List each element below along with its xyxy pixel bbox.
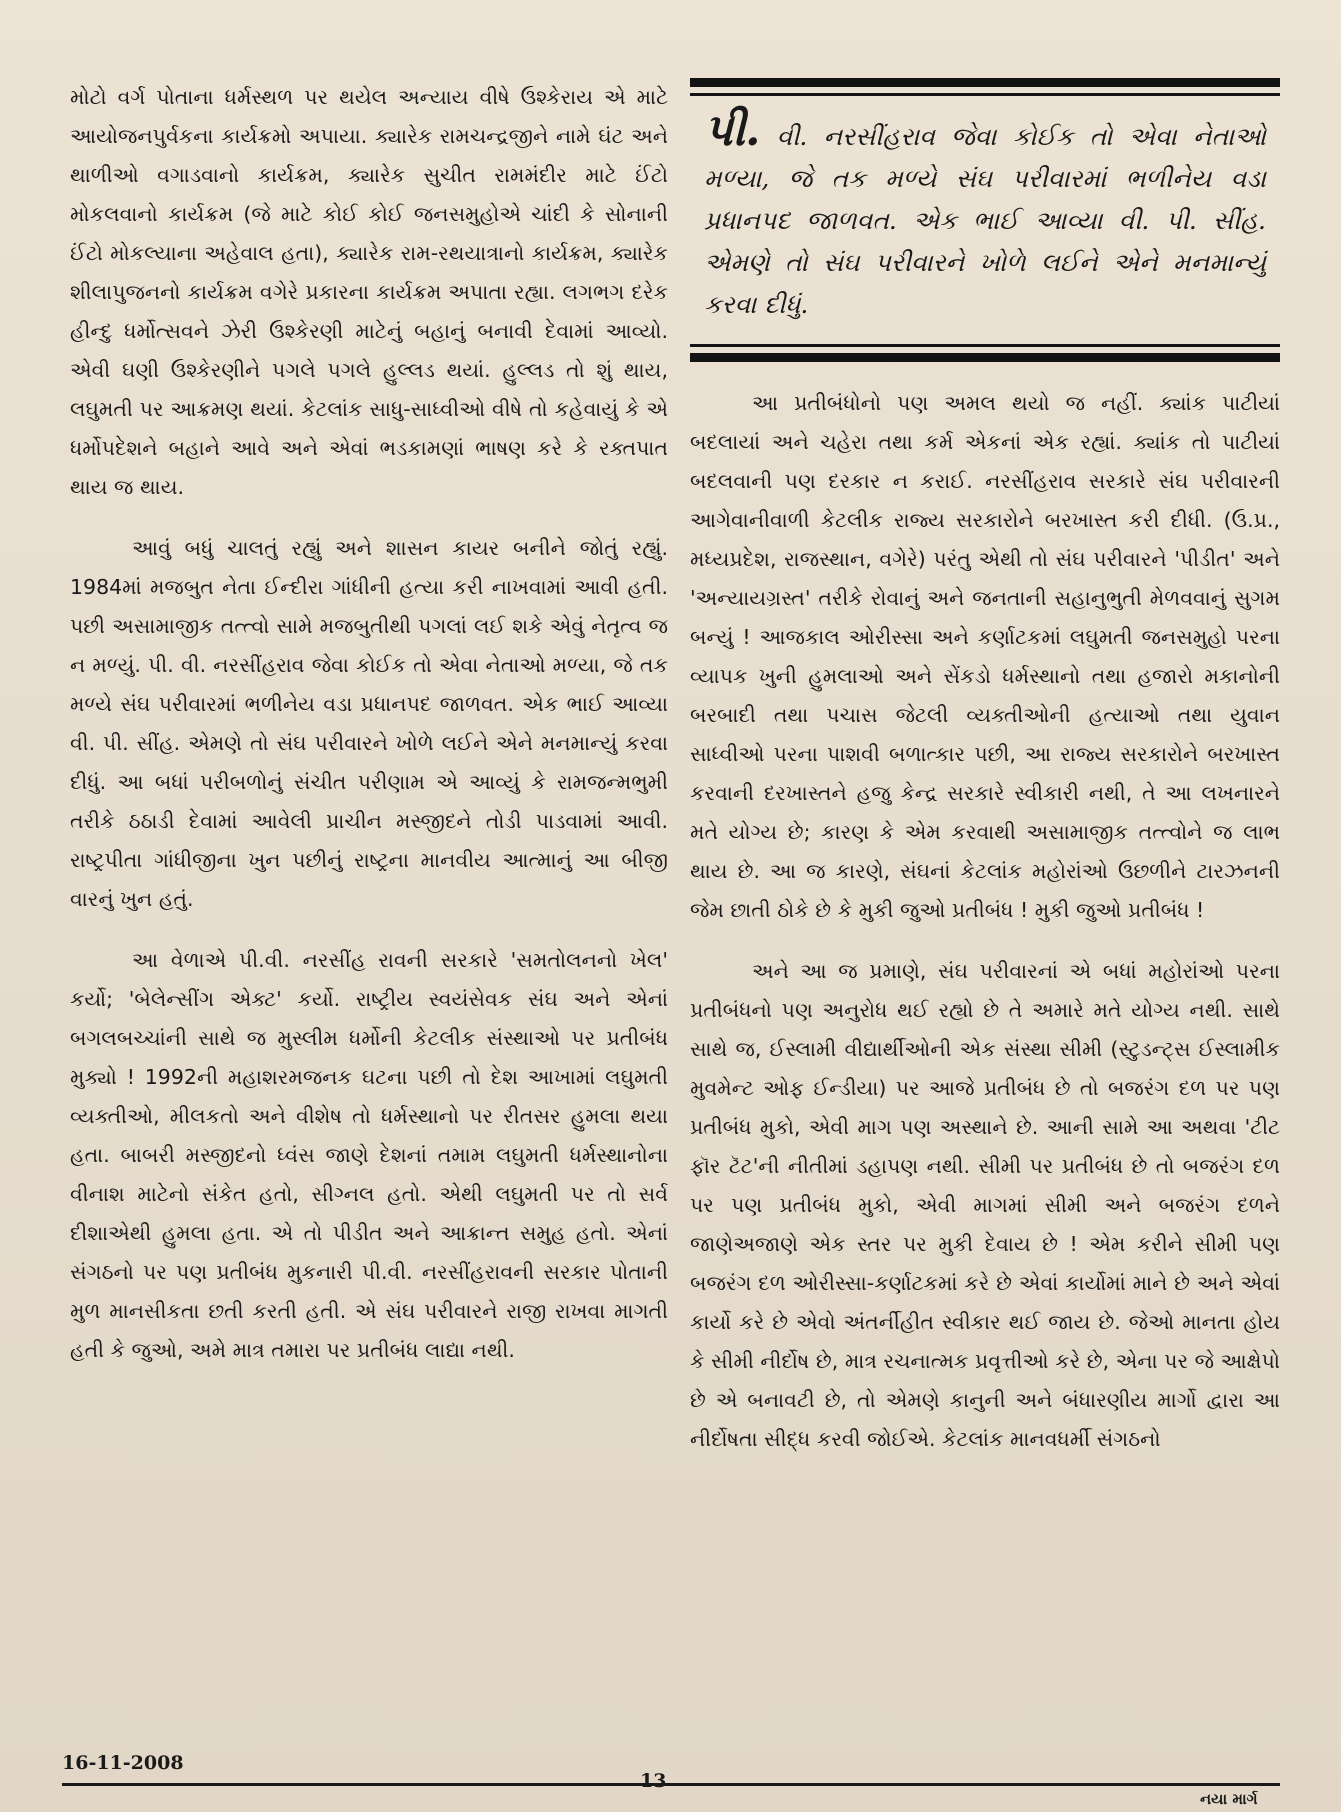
left-column <box>70 78 668 1392</box>
issue-date: 16-11-2008 <box>62 1752 184 1774</box>
body-paragraph: આ પ્રતીબંધોનો પણ અમલ થયો જ નહીં. ક્યાંક પાટીયાં બદલાયાં અને ચહેરા તથા કર્મ એકનાં એક રહ્યાં. ક્યાંક તો પાટીયાં બદલવાની પણ દરકાર ન કરાઈ. નરસીંહરાવ સરકારે સંઘ પરીવારની આગેવાનીવાળી કેટલીક રાજ્ય સરકારોને બરખાસ્ત કરી દીધી. (ઉ.પ્ર., મધ્યપ્રદેશ, રાજસ્થાન, વગેરે) પરંતુ એથી તો સંઘ પરીવારને 'પીડીત' અને 'અન્યાયગ્રસ્ત' તરીકે રોવાનું અને જનતાની સહાનુભુતી મેળવવાનું સુગમ બન્યું ! આજકાલ ઓરીસ્સા અને કર્ણાટકમાં લઘુમતી જનસમુહો પરના વ્યાપક ખુની હુમલાઓ અને સેંકડો ધર્મસ્થાનો તથા હજારો મકાનોની બરબાદી તથા પચાસ જેટલી વ્યક્તીઓની હત્યાઓ તથા યુવાન સાધ્વીઓ પરના પાશવી બળાત્કાર પછી, આ રાજ્ય સરકારોને બરખાસ્ત કરવાની દરખાસ્તને હજુ કેન્દ્ર સરકારે સ્વીકારી નથી, તે આ લખનારને મતે યોગ્ય છે; કારણ કે એમ કરવાથી અસામાજીક તત્ત્વોને જ લાભ થાય છે. આ જ કારણે, સંઘનાં કેટલાંક મહોરાંઓ ઉછળીને ટારઝનની જેમ છાતી ઠોકે છે કે મુકી જુઓ પ્રતીબંધ ! મુકી જુઓ પ્રતીબંધ ! <box>690 391 1280 922</box>
page-number: 13 <box>640 1770 667 1792</box>
magazine-name: નયા માર્ગ <box>1200 1790 1258 1808</box>
body-paragraph: આ વેળાએ પી.વી. નરસીંહ રાવની સરકારે 'સમતોલનનો ખેલ' કર્યો; 'બેલેન્સીંગ એક્ટ' કર્યો. રાષ્ટ્રીય સ્વયંસેવક સંઘ અને એનાં બગલબચ્ચાંની સાથે જ મુસ્લીમ ધર્મોની કેટલીક સંસ્થાઓ પર પ્રતીબંધ મુક્યો ! 1992ની મહાશરમજનક ઘટના પછી તો દેશ આખામાં લઘુમતી વ્યક્તીઓ, મીલકતો અને વીશેષ તો ધર્મસ્થાનો પર રીતસર હુમલા થયા હતા. બાબરી મસ્જીદનો ધ્વંસ જાણે દેશનાં તમામ લઘુમતી ધર્મસ્થાનોના વીનાશ માટેનો સંકેત હતો, સીગ્નલ હતો. એથી લઘુમતી પર તો સર્વ દીશાએથી હુમલા હતા. એ તો પીડીત અને આક્રાન્ત સમુહ હતો. એનાં સંગઠનો પર પણ પ્રતીબંધ મુકનારી પી.વી. નરસીંહરાવની સરકાર પોતાની મુળ માનસીકતા છતી કરતી હતી. એ સંઘ પરીવારને રાજી રાખવા માગતી હતી કે જુઓ, અમે માત્ર તમારા પર પ્રતીબંધ લાદ્યા નથી. <box>70 948 668 1362</box>
pull-quote <box>690 78 1280 362</box>
pull-quote-text <box>690 105 1280 326</box>
pull-quote-body: વી. નરસીંહરાવ જેવા કોઈક તો એવા નેતાઓ મળ્યા, જે તક મળ્યે સંઘ પરીવારમાં ભળીનેય વડા પ્રધાનપદ જાળવત. એક ભાઈ આવ્યા વી. પી. સીંહ. એમણે તો સંઘ પરીવારને ખોળે લઈને એને મનમાન્યું કરવા દીધું. <box>704 122 1266 319</box>
pull-quote-rule <box>690 93 1280 96</box>
pull-quote-rule <box>690 344 1280 347</box>
pull-quote-rule <box>690 78 1280 87</box>
body-paragraph: અને આ જ પ્રમાણે, સંઘ પરીવારનાં એ બધાં મહોરાંઓ પરના પ્રતીબંધનો પણ અનુરોધ થઈ રહ્યો છે તે અમારે મતે યોગ્ય નથી. સાથે સાથે જ, ઈસ્લામી વીદ્યાર્થીઓની એક સંસ્થા સીમી (સ્ટુડન્ટ્સ ઈસ્લામીક મુવમેન્ટ ઓફ ઈન્ડીયા) પર આજે પ્રતીબંધ છે તો બજરંગ દળ પર પણ પ્રતીબંધ મુકો, એવી માગ પણ અસ્થાને છે. આની સામે આ અથવા 'ટીટ ફૉર ટૅટ'ની નીતીમાં ડહાપણ નથી. સીમી પર પ્રતીબંધ છે તો બજરંગ દળ પર પણ પ્રતીબંધ મુકો, એવી માગમાં સીમી અને બજરંગ દળને જાણેઅજાણે એક સ્તર પર મુકી દેવાય છે ! એમ કરીને સીમી પણ બજરંગ દળ ઓરીસ્સા-કર્ણાટકમાં કરે છે એવાં કાર્યોમાં માને છે અને એવાં કાર્યો કરે છે એવો અંતર્નીહીત સ્વીકાર થઈ જાય છે. જેઓ માનતા હોય કે સીમી નીર્દોષ છે, માત્ર રચનાત્મક પ્રવૃત્તીઓ કરે છે, એના પર જે આક્ષેપો છે એ બનાવટી છે, તો એમણે કાનુની અને બંધારણીય માર્ગો દ્વારા આ નીર્દોષતા સીદ્ધ કરવી જોઈએ. કેટલાંક માનવધર્મી સંગઠનો <box>690 959 1280 1451</box>
body-paragraph: મોટો વર્ગ પોતાના ધર્મસ્થળ પર થયેલ અન્યાય વીષે ઉશ્કેરાય એ માટે આયોજનપુર્વકના કાર્યક્રમો અપાયા. ક્યારેક રામચન્દ્રજીને નામે ઘંટ અને થાળીઓ વગાડવાનો કાર્યક્રમ, ક્યારેક સુચીત રામમંદીર માટે ઈંટો મોકલવાનો કાર્યક્રમ (જે માટે કોઈ કોઈ જનસમુહોએ ચાંદી કે સોનાની ઈંટો મોકલ્યાના અહેવાલ હતા), ક્યારેક રામ-રથયાત્રાનો કાર્યક્રમ, ક્યારેક શીલાપુજનનો કાર્યક્રમ વગેરે પ્રકારના કાર્યક્રમ અપાતા રહ્યા. લગભગ દરેક હીન્દુ ધર્મોત્સવને ઝેરી ઉશ્કેરણી માટેનું બહાનું બનાવી દેવામાં આવ્યો. એવી ઘણી ઉશ્કેરણીને પગલે પગલે હુલ્લડ થયાં. હુલ્લડ તો શું થાય, લઘુમતી પર આક્રમણ થયાં. કેટલાંક સાધુ-સાધ્વીઓ વીષે તો કહેવાયું કે એ ધર્મોપદેશને બહાને આવે અને એવાં ભડકામણાં ભાષણ કરે કે રક્તપાત થાય જ થાય. <box>70 85 668 499</box>
right-column <box>690 78 1280 1481</box>
pull-quote-dropcap: પી. <box>704 105 761 156</box>
pull-quote-rule <box>690 353 1280 362</box>
body-paragraph: આવું બધું ચાલતું રહ્યું અને શાસન કાયર બનીને જોતું રહ્યું. 1984માં મજબુત નેતા ઈન્દીરા ગાંધીની હત્યા કરી નાખવામાં આવી હતી. પછી અસામાજીક તત્ત્વો સામે મજબુતીથી પગલાં લઈ શકે એવું નેતૃત્વ જ ન મળ્યું. પી. વી. નરસીંહરાવ જેવા કોઈક તો એવા નેતાઓ મળ્યા, જે તક મળ્યે સંઘ પરીવારમાં ભળીનેય વડા પ્રધાનપદ જાળવત. એક ભાઈ આવ્યા વી. પી. સીંહ. એમણે તો સંઘ પરીવારને ખોળે લઈને એને મનમાન્યું કરવા દીધું. આ બધાં પરીબળોનું સંચીત પરીણામ એ આવ્યું કે રામજન્મભુમી તરીકે ઠઠાડી દેવામાં આવેલી પ્રાચીન મસ્જીદને તોડી પાડવામાં આવી. રાષ્ટ્રપીતા ગાંધીજીના ખુન પછીનું રાષ્ટ્રના માનવીય આત્માનું આ બીજી વારનું ખુન હતું. <box>70 536 668 911</box>
footer-rule <box>62 1783 1280 1786</box>
